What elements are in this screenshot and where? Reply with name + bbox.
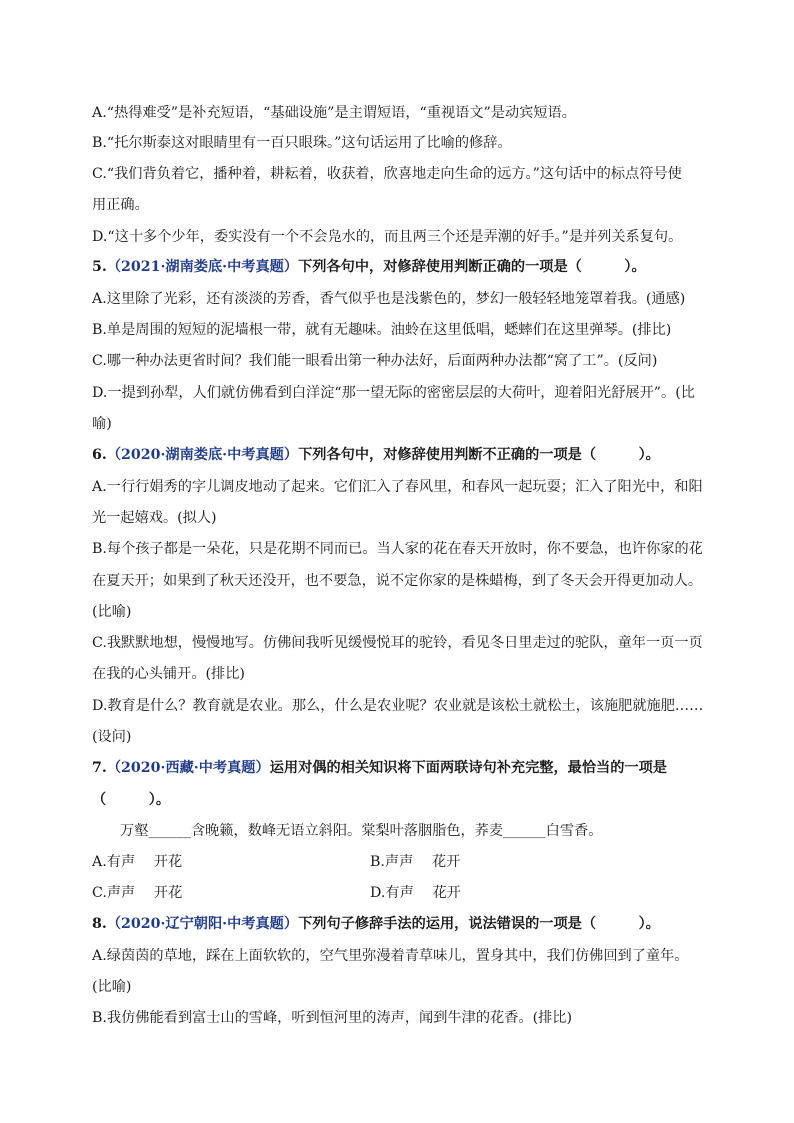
q5-option-a: A.这里除了光彩，还有淡淡的芳香，香气似乎也是浅紫色的，梦幻一般轻轻地笼罩着我。(通感) <box>92 291 686 307</box>
q5-number: 5. <box>92 259 107 275</box>
q4-option-a: A.“热得难受”是补充短语，“基础设施”是主谓短语，“重视语文”是动宾短语。 <box>92 105 576 121</box>
q7-option-b: B.声声 花开 <box>370 854 461 870</box>
q6-option-d: D.教育是什么？教育就是农业。那么，什么是农业呢？农业就是该松土就松土，该施肥就施肥…… <box>92 698 704 714</box>
q6-option-d-cont: (设问) <box>92 729 132 745</box>
q5-option-b: B.单是周围的短短的泥墙根一带，就有无趣味。油蛉在这里低唱，蟋蟀们在这里弹琴。(排比) <box>92 322 672 338</box>
q5-question: 下列各句中，对修辞使用判断正确的一项是（ ）。 <box>298 259 646 275</box>
q6-option-a-cont: 光一起嬉戏。(拟人) <box>92 510 217 526</box>
q5-option-d: D.一提到孙犁，人们就仿佛看到白洋淀“那一望无际的密密层层的大荷叶，迎着阳光舒展开”。(比 <box>92 385 695 401</box>
q7-stem <box>92 758 706 778</box>
q6-source: （2020·湖南娄底·中考真题） <box>106 447 299 463</box>
q8-option-a-cont: (比喻) <box>92 979 132 995</box>
q6-option-b-cont: 在夏天开；如果到了秋天还没开，也不要急，说不定你家的是株蜡梅，到了冬天会开得更加动人。 <box>92 573 703 589</box>
q6-option-c: C.我默默地想，慢慢地写。仿佛间我听见缓慢悦耳的驼铃，看见冬日里走过的驼队，童年一页一页 <box>92 635 703 651</box>
q4-option-c-cont: 用正确。 <box>92 197 149 213</box>
q7-source: （2020·西藏·中考真题） <box>106 760 270 776</box>
q8-number: 8. <box>92 916 107 932</box>
q7-options-row1 <box>92 852 706 872</box>
q4-option-b: B.“托尔斯泰这对眼睛里有一百只眼珠。”这句话运用了比喻的修辞。 <box>92 135 512 151</box>
q8-stem <box>92 914 706 934</box>
q4-option-d: D.“这十多个少年，委实没有一个不会凫水的，而且两三个还是弄潮的好手。”是并列关系复句。 <box>92 229 683 245</box>
q5-stem <box>92 257 706 277</box>
q8-question: 下列句子修辞手法的运用，说法错误的一项是（ ）。 <box>298 916 660 932</box>
q7-option-c: C.声声 开花 <box>92 885 183 901</box>
q8-option-a: A.绿茵茵的草地，踩在上面软软的，空气里弥漫着青草味儿，置身其中，我们仿佛回到了童年。 <box>92 948 689 964</box>
q5-source: （2021·湖南娄底·中考真题） <box>106 259 299 275</box>
q7-stem-cont: （ ）。 <box>92 792 171 808</box>
q6-number: 6. <box>92 447 107 463</box>
q6-option-a: A.一行行娟秀的字儿调皮地动了起来。它们汇入了春风里，和春风一起玩耍；汇入了阳光中，和阳 <box>92 479 703 495</box>
q7-poem: 万壑______含晚籁，数峰无语立斜阳。棠梨叶落胭脂色，荞麦______白雪香。 <box>120 823 603 839</box>
q5-option-d-cont: 喻) <box>92 416 112 432</box>
q7-number: 7. <box>92 760 107 776</box>
q6-question: 下列各句中，对修辞使用判断不正确的一项是（ ）。 <box>298 447 660 463</box>
q7-options-row2 <box>92 883 706 903</box>
q7-question: 运用对偶的相关知识将下面两联诗句补充完整，最恰当的一项是 <box>269 760 667 776</box>
q6-option-c-cont: 在我的心头铺开。(排比) <box>92 666 245 682</box>
q6-option-b-cont2: (比喻) <box>92 604 132 620</box>
q4-option-c: C.“我们背负着它，播种着，耕耘着，收获着，欣喜地走向生命的远方。”这句话中的标点符号使 <box>92 166 682 182</box>
q8-source: （2020·辽宁朝阳·中考真题） <box>106 916 299 932</box>
q6-stem <box>92 445 706 465</box>
q5-option-c: C.哪一种办法更省时间？我们能一眼看出第一种办法好，后面两种办法都“窝了工”。(反问) <box>92 353 658 369</box>
q7-option-a: A.有声 开花 <box>92 854 183 870</box>
q6-option-b: B.每个孩子都是一朵花，只是花期不同而已。当人家的花在春天开放时，你不要急，也许你家的花 <box>92 541 703 557</box>
q8-option-b: B.我仿佛能看到富士山的雪峰，听到恒河里的涛声，闻到牛津的花香。(排比) <box>92 1010 573 1026</box>
q7-option-d: D.有声 花开 <box>370 885 461 901</box>
